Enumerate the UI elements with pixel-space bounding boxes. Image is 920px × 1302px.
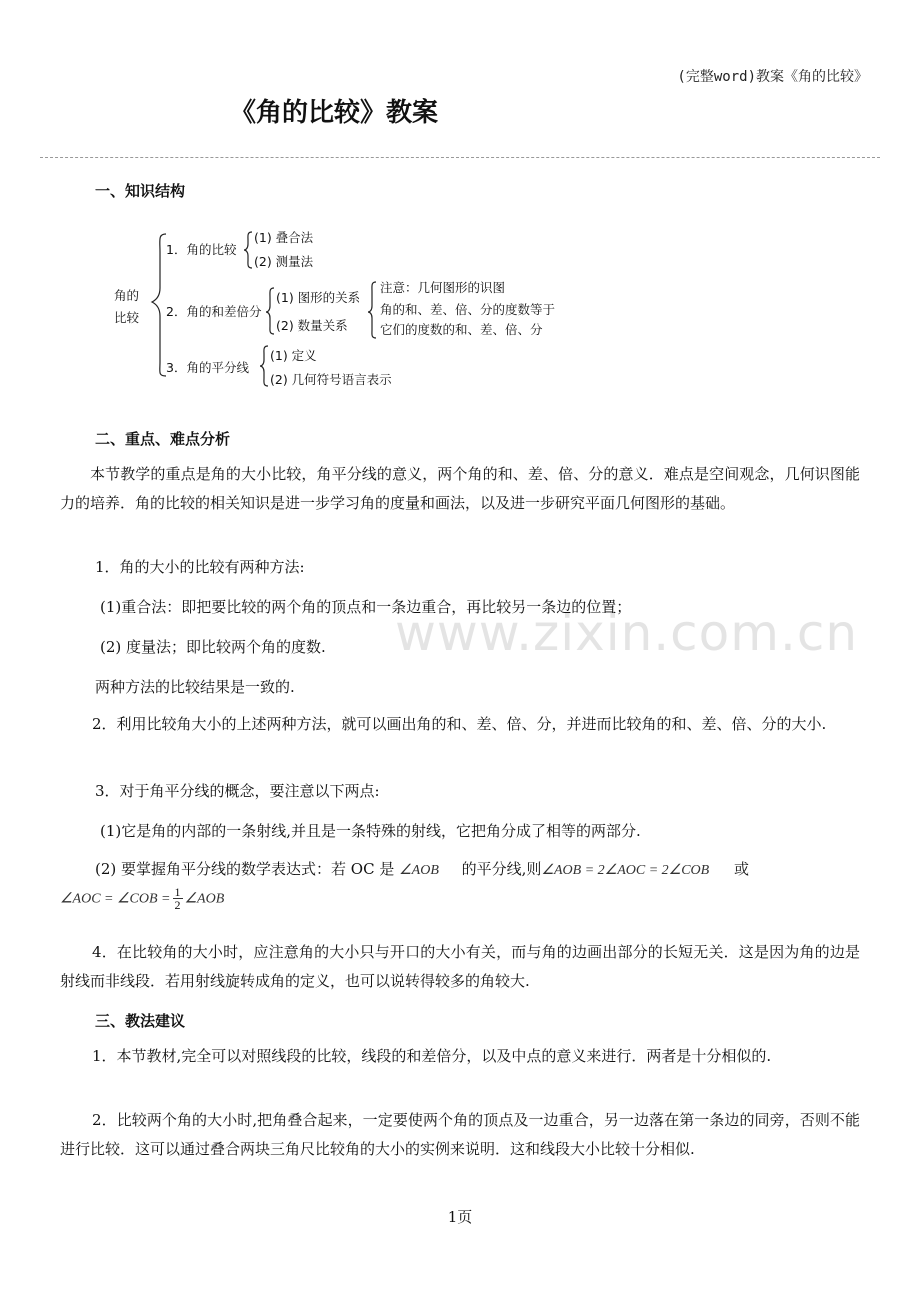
formula-angle-aob: ∠AOB bbox=[399, 863, 439, 878]
knowledge-structure-diagram bbox=[100, 222, 620, 392]
watermark: www.zixin.com.cn bbox=[395, 604, 859, 662]
diagram-root-label-1: 角的 bbox=[114, 288, 140, 303]
formula-half-relation bbox=[60, 886, 224, 911]
fraction-denominator: 2 bbox=[174, 898, 181, 912]
document-title: 《角的比较》教案 bbox=[230, 98, 439, 128]
analysis-item-1b: (2) 度量法；即比较两个角的度数. bbox=[100, 638, 326, 656]
section-heading-knowledge-structure: 一、知识结构 bbox=[95, 182, 186, 200]
analysis-paragraph: 本节教学的重点是角的大小比较，角平分线的意义，两个角的和、差、倍、分的意义．难点是空间观念，几何识图能力的培养．角的比较的相关知识是进一步学习角的度量和画法，以及进一步研究平面几何图形的基础。 bbox=[60, 465, 860, 512]
formula-bisector-relation: ∠AOB = 2∠AOC = 2∠COB bbox=[541, 863, 710, 878]
header-divider bbox=[40, 157, 880, 158]
section-heading-key-points: 二、重点、难点分析 bbox=[95, 430, 231, 448]
analysis-item-3a: (1)它是角的内部的一条射线,并且是一条特殊的射线，它把角分成了相等的两部分. bbox=[100, 822, 641, 840]
analysis-item-3b bbox=[95, 858, 749, 879]
diagram-branch-sum-difference: 2．角的和差倍分 bbox=[166, 304, 262, 319]
diagram-note-2: 角的和、差、倍、分的度数等于 bbox=[380, 302, 556, 317]
diagram-note-1: 注意：几何图形的识图 bbox=[380, 280, 506, 295]
formula-or-text: 或 bbox=[733, 860, 749, 878]
analysis-item-1: 1．角的大小的比较有两种方法: bbox=[95, 558, 305, 576]
fraction-one-half bbox=[173, 886, 183, 911]
fraction-numerator: 1 bbox=[174, 885, 181, 899]
page-header: (完整word)教案《角的比较》 bbox=[677, 69, 868, 85]
diagram-root-label-2: 比较 bbox=[114, 310, 140, 325]
diagram-definition: (1) 定义 bbox=[270, 348, 317, 363]
formula-mid-text: 的平分线,则 bbox=[461, 860, 542, 878]
diagram-overlap-method: (1) 叠合法 bbox=[254, 230, 314, 245]
diagram-measure-method: (2) 测量法 bbox=[254, 254, 314, 269]
method-item-2: 2．比较两个角的大小时,把角叠合起来，一定要使两个角的顶点及一边重合，另一边落在第一条边的同旁，否则不能进行比较．这可以通过叠合两块三角尺比较角的大小的实例来说明．这和线段大小比较十分相似. bbox=[60, 1111, 860, 1158]
diagram-symbolic-representation: (2) 几何符号语言表示 bbox=[270, 372, 392, 387]
formula-half-lhs: ∠AOC = ∠COB = bbox=[60, 891, 171, 907]
analysis-item-1a: (1)重合法：即把要比较的两个角的顶点和一条边重合，再比较另一条边的位置； bbox=[100, 598, 632, 616]
diagram-quantity-relation: (2) 数量关系 bbox=[276, 318, 348, 333]
analysis-item-4: 4．在比较角的大小时，应注意角的大小只与开口的大小有关，而与角的边画出部分的长短无关．这是因为角的边是射线而非线段．若用射线旋转成角的定义，也可以说转得较多的角较大. bbox=[60, 943, 860, 990]
diagram-note-3: 它们的度数的和、差、倍、分 bbox=[380, 322, 543, 337]
diagram-branch-bisector: 3．角的平分线 bbox=[166, 360, 249, 375]
page-number: 1页 bbox=[447, 1208, 473, 1226]
section-heading-teaching-methods: 三、教法建议 bbox=[95, 1012, 186, 1030]
formula-half-rhs: ∠AOB bbox=[184, 891, 225, 907]
analysis-item-2: 2．利用比较角大小的上述两种方法，就可以画出角的和、差、倍、分，并进而比较角的和、差、倍、分的大小. bbox=[92, 715, 827, 733]
diagram-figure-relation: (1) 图形的关系 bbox=[276, 290, 361, 305]
diagram-branch-comparison: 1．角的比较 bbox=[166, 242, 237, 257]
method-item-1: 1．本节教材,完全可以对照线段的比较，线段的和差倍分，以及中点的意义来进行．两者是十分相似的. bbox=[92, 1047, 772, 1065]
analysis-item-3: 3．对于角平分线的概念，要注意以下两点: bbox=[95, 782, 380, 800]
formula-lead-text: (2) 要掌握角平分线的数学表达式：若 OC 是 bbox=[95, 860, 395, 878]
analysis-item-1c: 两种方法的比较结果是一致的. bbox=[95, 678, 295, 696]
